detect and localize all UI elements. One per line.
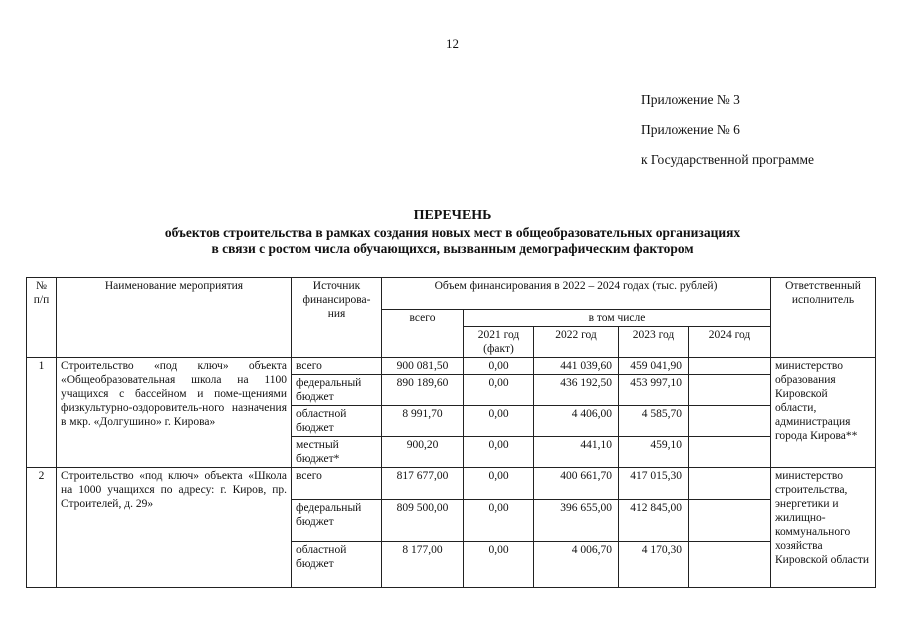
value-2022-cell: 436 192,50 — [534, 375, 619, 406]
value-2021-cell: 0,00 — [464, 468, 534, 500]
row-number: 2 — [27, 468, 57, 588]
total-cell: 890 189,60 — [382, 375, 464, 406]
header-2021: 2021 год (факт) — [464, 327, 534, 358]
total-cell: 8 991,70 — [382, 406, 464, 437]
row-responsible: министерство образования Кировской области, администрация города Кирова** — [771, 358, 876, 468]
row-name: Строительство «под ключ» объекта «Общеобразовательная школа на 1100 учащихся с бассейном и поме-щениями физкультурно-оздоровитель-ного назначения в мкр. «Долгушино» г. Кирова» — [57, 358, 292, 468]
value-2024-cell — [689, 358, 771, 375]
header-volume: Объем финансирования в 2022 – 2024 годах (тыс. рублей) — [382, 278, 771, 310]
total-cell: 900 081,50 — [382, 358, 464, 375]
header-num: № п/п — [27, 278, 57, 358]
source-cell: областной бюджет — [292, 542, 382, 588]
row-responsible: министерство строительства, энергетики и жилищно-коммунального хозяйства Кировской области — [771, 468, 876, 588]
document-title — [0, 208, 905, 258]
header-2023: 2023 год — [619, 327, 689, 358]
value-2023-cell: 412 845,00 — [619, 500, 689, 542]
value-2021-cell: 0,00 — [464, 358, 534, 375]
value-2024-cell — [689, 500, 771, 542]
value-2023-cell: 453 997,10 — [619, 375, 689, 406]
row-number: 1 — [27, 358, 57, 468]
value-2022-cell: 396 655,00 — [534, 500, 619, 542]
value-2022-cell: 441 039,60 — [534, 358, 619, 375]
source-cell: федеральный бюджет — [292, 500, 382, 542]
table-row — [27, 468, 876, 500]
appendix-line-2: Приложение № 6 — [641, 122, 740, 137]
value-2022-cell: 400 661,70 — [534, 468, 619, 500]
value-2021-cell: 0,00 — [464, 437, 534, 468]
source-cell: местный бюджет* — [292, 437, 382, 468]
value-2024-cell — [689, 406, 771, 437]
value-2022-cell: 441,10 — [534, 437, 619, 468]
value-2024-cell — [689, 542, 771, 588]
total-cell: 8 177,00 — [382, 542, 464, 588]
source-cell: федеральный бюджет — [292, 375, 382, 406]
value-2021-cell: 0,00 — [464, 542, 534, 588]
header-responsible: Ответственный исполнитель — [771, 278, 876, 358]
value-2024-cell — [689, 375, 771, 406]
value-2022-cell: 4 406,00 — [534, 406, 619, 437]
value-2022-cell: 4 006,70 — [534, 542, 619, 588]
appendix-line-3: к Государственной программе — [641, 152, 815, 167]
objects-table — [26, 277, 876, 588]
table-row — [27, 358, 876, 375]
total-cell: 809 500,00 — [382, 500, 464, 542]
row-name: Строительство «под ключ» объекта «Школа на 1000 учащихся по адресу: г. Киров, пр. Строителей, д. 29» — [57, 468, 292, 588]
title-line-3: в связи с ростом числа обучающихся, вызванным демографическим фактором — [211, 241, 694, 256]
value-2023-cell: 4 170,30 — [619, 542, 689, 588]
header-total: всего — [382, 310, 464, 358]
value-2023-cell: 459,10 — [619, 437, 689, 468]
appendix-line-1: Приложение № 3 — [641, 92, 740, 107]
header-2024: 2024 год — [689, 327, 771, 358]
source-cell: всего — [292, 468, 382, 500]
page-number: 12 — [446, 36, 459, 51]
value-2023-cell: 459 041,90 — [619, 358, 689, 375]
title-line-2: объектов строительства в рамках создания новых мест в общеобразовательных организациях — [164, 224, 741, 240]
value-2021-cell: 0,00 — [464, 375, 534, 406]
total-cell: 900,20 — [382, 437, 464, 468]
value-2023-cell: 417 015,30 — [619, 468, 689, 500]
header-including: в том числе — [464, 310, 771, 327]
value-2021-cell: 0,00 — [464, 406, 534, 437]
source-cell: всего — [292, 358, 382, 375]
value-2024-cell — [689, 437, 771, 468]
header-source: Источник финансирова-ния — [292, 278, 382, 358]
title-line-1: ПЕРЕЧЕНЬ — [413, 208, 492, 223]
value-2023-cell: 4 585,70 — [619, 406, 689, 437]
source-cell: областной бюджет — [292, 406, 382, 437]
header-2022: 2022 год — [534, 327, 619, 358]
total-cell: 817 677,00 — [382, 468, 464, 500]
value-2021-cell: 0,00 — [464, 500, 534, 542]
header-name: Наименование мероприятия — [57, 278, 292, 358]
value-2024-cell — [689, 468, 771, 500]
